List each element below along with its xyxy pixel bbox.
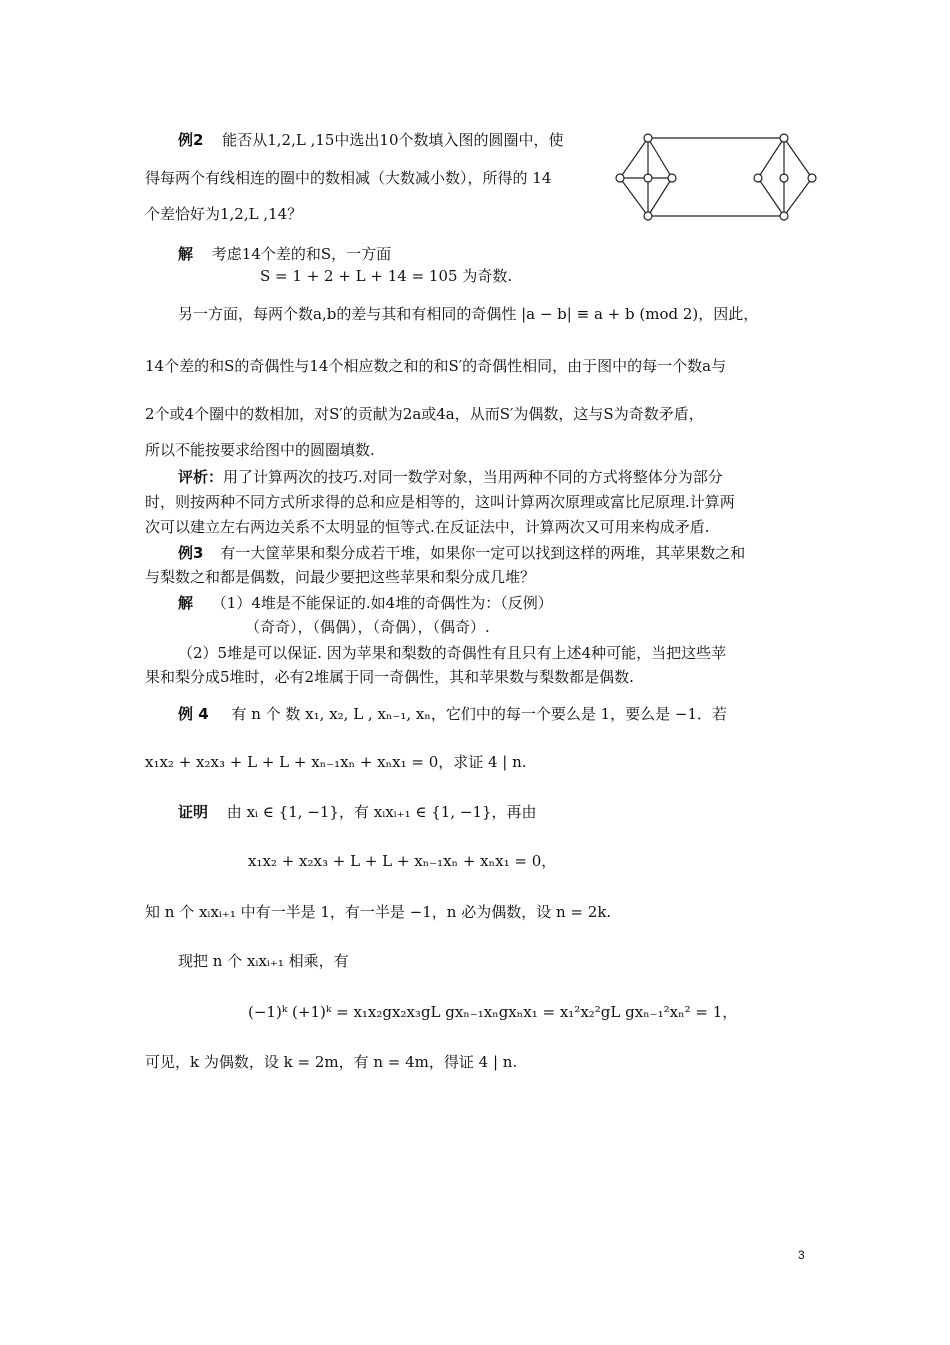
graph-node	[644, 134, 652, 142]
comment-line-3: 次可以建立左右两边关系不太明显的恒等式.在反证法中，计算两次又可用来构成矛盾.	[145, 518, 710, 536]
page-number: 3	[798, 1248, 805, 1262]
example-4-line-1	[178, 704, 727, 724]
example-3-line-2: 与梨数之和都是偶数，问最少要把这些苹果和梨分成几堆？	[145, 568, 536, 586]
proof-4-line-2: 知 n 个 xᵢxᵢ₊₁ 中有一半是 1，有一半是 −1，n 必为偶数，设 n = 2k.	[145, 903, 612, 921]
comment-text: 用了计算两次的技巧.对同一数学对象，当用两种不同的方式将整体分为部分	[223, 468, 723, 486]
graph-node	[644, 174, 652, 182]
example-4-text: 有 n 个 数 x₁, x₂, L , xₙ₋₁, xₙ，它们中的每一个要么是 1，要么是 −1．若	[231, 705, 728, 723]
example-3-text: 有一大筐苹果和梨分成若干堆，如果你一定可以找到这样的两堆，其苹果数之和	[220, 544, 746, 562]
solution-3-line-1	[178, 593, 553, 613]
circle-graph-figure	[612, 128, 822, 223]
example-2-line-1	[178, 130, 564, 150]
solution-label: 解	[178, 245, 194, 263]
graph-node	[780, 134, 788, 142]
example-2-line-3: 个差恰好为1,2,L ,14？	[145, 205, 303, 223]
proof-4-equation-2: (−1)ᵏ (+1)ᵏ = x₁x₂gx₂x₃gL gxₙ₋₁xₙgxₙx₁ = x₁²x₂²gL gxₙ₋₁²xₙ² = 1，	[248, 1003, 738, 1021]
solution-2-line-3: 14个差的和S的奇偶性与14个相应数之和的和S′的奇偶性相同，由于图中的每一个数a与	[145, 357, 727, 375]
proof-4-equation-1: x₁x₂ + x₂x₃ + L + L + xₙ₋₁xₙ + xₙx₁ = 0，	[248, 852, 557, 870]
comment-line-1	[178, 467, 723, 487]
example-2-line-2: 得每两个有线相连的圈中的数相减（大数减小数），所得的 14	[145, 169, 552, 187]
solution-2-text: 考虑14个差的和S，一方面	[211, 245, 392, 263]
comment-label: 评析：	[178, 468, 224, 486]
solution-3-line-3: （2）5堆是可以保证. 因为苹果和梨数的奇偶性有且只有上述4种可能，当把这些苹	[178, 644, 727, 662]
proof-4-text: 由 xᵢ ∈ {1, −1}，有 xᵢxᵢ₊₁ ∈ {1, −1}，再由	[226, 803, 537, 821]
graph-node	[780, 212, 788, 220]
example-2-label: 例2	[178, 131, 204, 149]
example-3-line-1	[178, 543, 745, 563]
solution-2-equation: S = 1 + 2 + L + 14 = 105 为奇数.	[260, 267, 513, 285]
solution-3-line-2: （奇奇），（偶偶），（奇偶），（偶奇）.	[245, 618, 490, 636]
solution-2-line-2: 另一方面，每两个数a,b的差与其和有相同的奇偶性 |a − b| ≡ a + b (mod 2)，因此，	[178, 305, 759, 323]
graph-node	[754, 174, 762, 182]
graph-node	[668, 174, 676, 182]
graph-node	[616, 174, 624, 182]
solution-label: 解	[178, 594, 194, 612]
solution-3-text: （1）4堆是不能保证的.如4堆的奇偶性为：（反例）	[211, 594, 553, 612]
graph-node	[808, 174, 816, 182]
graph-node	[644, 212, 652, 220]
example-2-text: 能否从1,2,L ,15中选出10个数填入图的圆圈中，使	[222, 131, 564, 149]
example-4-label: 例 4	[178, 705, 209, 723]
example-4-line-2: x₁x₂ + x₂x₃ + L + L + xₙ₋₁xₙ + xₙx₁ = 0，求证 4 | n.	[145, 753, 527, 771]
comment-line-2: 时，则按两种不同方式所求得的总和应是相等的，这叫计算两次原理或富比尼原理.计算两	[145, 493, 735, 511]
proof-label: 证明	[178, 803, 209, 821]
solution-2-line-5: 所以不能按要求给图中的圆圈填数.	[145, 441, 375, 459]
graph-node	[780, 174, 788, 182]
solution-2-line-4: 2个或4个圈中的数相加，对S′的贡献为2a或4a，从而S′为偶数，这与S为奇数矛盾，	[145, 405, 704, 423]
solution-3-line-4: 果和梨分成5堆时，必有2堆属于同一奇偶性，其和苹果数与梨数都是偶数.	[145, 668, 634, 686]
example-3-label: 例3	[178, 544, 204, 562]
solution-2-line-1	[178, 244, 391, 264]
proof-4-line-3: 现把 n 个 xᵢxᵢ₊₁ 相乘，有	[178, 952, 349, 970]
proof-4-line-1	[178, 802, 537, 822]
proof-4-line-4: 可见，k 为偶数，设 k = 2m，有 n = 4m，得证 4 | n.	[145, 1053, 518, 1071]
